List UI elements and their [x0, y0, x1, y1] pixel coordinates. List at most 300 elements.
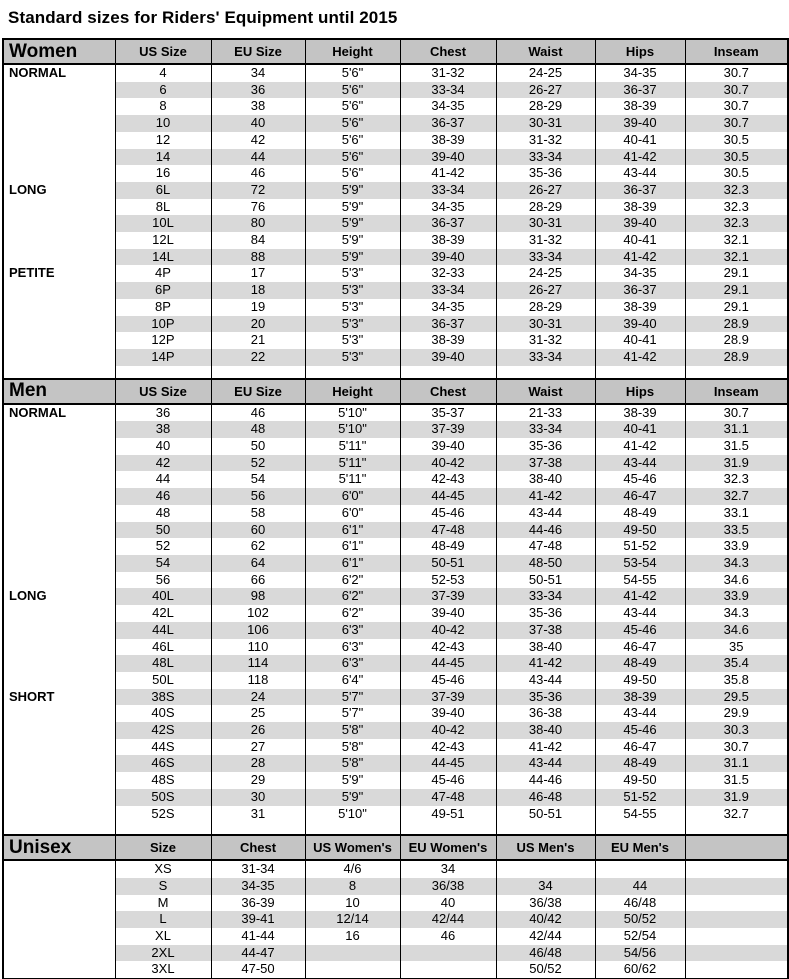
size-cell: 5'9"	[305, 215, 400, 232]
size-cell: 3XL	[115, 961, 211, 979]
size-cell: 35-36	[496, 438, 595, 455]
size-cell: 31-32	[496, 132, 595, 149]
size-cell: 36-38	[496, 705, 595, 722]
group-label	[3, 911, 115, 928]
size-cell: 29.1	[685, 265, 788, 282]
size-cell: 35-37	[400, 404, 496, 422]
column-header: Size	[115, 835, 211, 860]
size-cell: 40	[115, 438, 211, 455]
size-cell: 6'1"	[305, 555, 400, 572]
table-row	[3, 98, 788, 115]
size-cell: 35	[685, 639, 788, 656]
size-cell: 39-40	[400, 249, 496, 266]
size-cell: 42/44	[400, 911, 496, 928]
size-cell: 49-51	[400, 806, 496, 823]
size-cell: 33-34	[400, 182, 496, 199]
size-cell: S	[115, 878, 211, 895]
group-label	[3, 349, 115, 366]
size-cell: 56	[115, 572, 211, 589]
size-cell: 14L	[115, 249, 211, 266]
size-cell: 35-36	[496, 165, 595, 182]
size-cell: 35.4	[685, 655, 788, 672]
group-label	[3, 282, 115, 299]
size-cell: 5'3"	[305, 349, 400, 366]
size-cell: 45-46	[400, 772, 496, 789]
size-cell: 43-44	[496, 755, 595, 772]
column-header: US Women's	[305, 835, 400, 860]
size-cell: 6	[115, 82, 211, 99]
size-cell: 48-49	[595, 655, 685, 672]
column-header: US Size	[115, 379, 211, 404]
size-cell: 14P	[115, 349, 211, 366]
table-row	[3, 655, 788, 672]
size-cell: 30.5	[685, 165, 788, 182]
size-cell: 50/52	[496, 961, 595, 979]
size-cell: 33.9	[685, 538, 788, 555]
table-row	[3, 282, 788, 299]
spacer-cell	[115, 366, 211, 379]
size-cell: 43-44	[595, 165, 685, 182]
size-cell: 47-48	[400, 789, 496, 806]
spacer-cell	[3, 822, 115, 835]
size-cell	[685, 878, 788, 895]
size-cell: 10	[115, 115, 211, 132]
size-cell: XL	[115, 928, 211, 945]
group-label	[3, 928, 115, 945]
size-cell: 40-41	[595, 421, 685, 438]
table-row	[3, 182, 788, 199]
size-cell: 31	[211, 806, 305, 823]
group-label	[3, 149, 115, 166]
size-cell: 40L	[115, 588, 211, 605]
size-cell	[685, 928, 788, 945]
size-cell: 30.7	[685, 404, 788, 422]
size-cell: 28-29	[496, 98, 595, 115]
spacer-cell	[595, 822, 685, 835]
size-cell: 50L	[115, 672, 211, 689]
size-cell: 5'10"	[305, 421, 400, 438]
size-cell: 29.9	[685, 705, 788, 722]
group-label	[3, 199, 115, 216]
size-cell: 41-42	[595, 438, 685, 455]
size-cell: 47-50	[211, 961, 305, 979]
size-cell: 6'3"	[305, 639, 400, 656]
size-cell: 10	[305, 895, 400, 912]
size-cell: 44L	[115, 622, 211, 639]
size-cell: 50	[211, 438, 305, 455]
group-label	[3, 232, 115, 249]
size-cell: 30.7	[685, 115, 788, 132]
group-label	[3, 115, 115, 132]
size-cell: 33-34	[496, 421, 595, 438]
table-row	[3, 672, 788, 689]
size-cell: 36-37	[400, 215, 496, 232]
size-cell: 35-36	[496, 605, 595, 622]
table-row	[3, 349, 788, 366]
size-cell: 38	[115, 421, 211, 438]
size-cell: 34-35	[595, 64, 685, 82]
size-cell: XS	[115, 860, 211, 878]
size-cell: 39-40	[595, 115, 685, 132]
size-cell: 26-27	[496, 282, 595, 299]
size-cell: 5'8"	[305, 755, 400, 772]
group-label	[3, 639, 115, 656]
size-cell: 46	[115, 488, 211, 505]
size-cell: 33.1	[685, 505, 788, 522]
table-row	[3, 789, 788, 806]
size-cell: 31.9	[685, 789, 788, 806]
column-header: Hips	[595, 39, 685, 64]
size-cell: 12P	[115, 332, 211, 349]
size-cell: 28.9	[685, 349, 788, 366]
size-cell: 34	[400, 860, 496, 878]
size-cell: 31.5	[685, 772, 788, 789]
size-cell: 43-44	[496, 505, 595, 522]
size-cell: 32.1	[685, 232, 788, 249]
group-label	[3, 538, 115, 555]
size-cell: 30	[211, 789, 305, 806]
table-row	[3, 605, 788, 622]
size-cell: 80	[211, 215, 305, 232]
size-cell: 118	[211, 672, 305, 689]
size-cell: 41-42	[595, 588, 685, 605]
size-cell: 38S	[115, 689, 211, 706]
section-title: Unisex	[3, 835, 115, 860]
table-row	[3, 82, 788, 99]
size-cell: 19	[211, 299, 305, 316]
size-cell: 40S	[115, 705, 211, 722]
size-cell: 46/48	[595, 895, 685, 912]
group-label	[3, 471, 115, 488]
size-cell: 36-39	[211, 895, 305, 912]
size-cell: 44-45	[400, 488, 496, 505]
size-cell: 46	[400, 928, 496, 945]
size-cell: 33-34	[400, 282, 496, 299]
size-cell: 64	[211, 555, 305, 572]
size-cell: 5'9"	[305, 182, 400, 199]
size-cell: 34	[211, 64, 305, 82]
size-cell	[496, 860, 595, 878]
size-cell: 14	[115, 149, 211, 166]
size-cell: 37-38	[496, 622, 595, 639]
size-cell: 46-47	[595, 739, 685, 756]
size-cell: 40-41	[595, 332, 685, 349]
size-cell	[685, 895, 788, 912]
spacer-cell	[400, 822, 496, 835]
size-cell: 41-42	[496, 488, 595, 505]
size-cell: 6'3"	[305, 655, 400, 672]
table-row	[3, 689, 788, 706]
size-cell: 38-39	[400, 232, 496, 249]
size-cell: 36-37	[400, 115, 496, 132]
group-label	[3, 132, 115, 149]
size-cell: 37-38	[496, 455, 595, 472]
group-label	[3, 806, 115, 823]
size-cell: 30.7	[685, 739, 788, 756]
size-cell: 5'7"	[305, 689, 400, 706]
spacer-cell	[685, 366, 788, 379]
size-cell: 31-32	[400, 64, 496, 82]
size-cell: 50-51	[496, 572, 595, 589]
size-cell: 5'3"	[305, 265, 400, 282]
size-cell: 38-39	[595, 404, 685, 422]
size-cell: 72	[211, 182, 305, 199]
table-row	[3, 555, 788, 572]
column-header: US Size	[115, 39, 211, 64]
size-cell: 5'11"	[305, 438, 400, 455]
size-cell: 6'2"	[305, 605, 400, 622]
section-spacer-row	[3, 366, 788, 379]
size-cell: 4	[115, 64, 211, 82]
size-cell: 5'11"	[305, 455, 400, 472]
column-header: Chest	[400, 379, 496, 404]
size-cell: 36	[115, 404, 211, 422]
size-cell: 56	[211, 488, 305, 505]
size-cell	[685, 961, 788, 979]
size-cell: 32.3	[685, 471, 788, 488]
group-label: NORMAL	[3, 64, 115, 82]
size-cell: 45-46	[595, 722, 685, 739]
size-cell: 45-46	[400, 505, 496, 522]
size-cell: 22	[211, 349, 305, 366]
size-cell: 44	[595, 878, 685, 895]
size-cell: 98	[211, 588, 305, 605]
table-row	[3, 215, 788, 232]
size-cell: 34	[496, 878, 595, 895]
size-cell: 39-40	[595, 215, 685, 232]
table-row	[3, 421, 788, 438]
spacer-cell	[400, 366, 496, 379]
size-cell: 46-47	[595, 639, 685, 656]
size-cell: 28.9	[685, 316, 788, 333]
column-header: Chest	[211, 835, 305, 860]
size-cell: 17	[211, 265, 305, 282]
table-row	[3, 572, 788, 589]
size-cell: 31.5	[685, 438, 788, 455]
size-cell: 6'1"	[305, 538, 400, 555]
group-label	[3, 299, 115, 316]
group-label	[3, 961, 115, 979]
group-label	[3, 655, 115, 672]
table-row	[3, 132, 788, 149]
size-cell: 5'6"	[305, 98, 400, 115]
size-cell: 50S	[115, 789, 211, 806]
size-cell	[685, 945, 788, 962]
size-cell: 5'6"	[305, 115, 400, 132]
size-cell: 30.7	[685, 64, 788, 82]
table-row	[3, 945, 788, 962]
table-row	[3, 639, 788, 656]
size-cell: 49-50	[595, 772, 685, 789]
size-cell: 26-27	[496, 82, 595, 99]
size-cell: 31-34	[211, 860, 305, 878]
group-label	[3, 522, 115, 539]
table-row	[3, 961, 788, 979]
size-cell: 12L	[115, 232, 211, 249]
size-cell: 46L	[115, 639, 211, 656]
column-header: Chest	[400, 39, 496, 64]
group-label	[3, 332, 115, 349]
size-cell: 33-34	[496, 349, 595, 366]
size-cell: 37-39	[400, 421, 496, 438]
size-cell: 33-34	[496, 149, 595, 166]
table-row	[3, 64, 788, 82]
table-row	[3, 588, 788, 605]
size-cell: 5'9"	[305, 249, 400, 266]
table-row	[3, 538, 788, 555]
size-cell: 5'9"	[305, 772, 400, 789]
size-cell: 39-41	[211, 911, 305, 928]
size-cell: 45-46	[400, 672, 496, 689]
size-cell: 42	[115, 455, 211, 472]
size-cell: 45-46	[595, 471, 685, 488]
size-cell: 5'9"	[305, 199, 400, 216]
size-cell: 6'0"	[305, 488, 400, 505]
size-cell: 26	[211, 722, 305, 739]
size-cell: 48	[211, 421, 305, 438]
size-cell: 48-49	[400, 538, 496, 555]
size-cell: 42	[211, 132, 305, 149]
size-cell: 5'8"	[305, 722, 400, 739]
size-cell: 39-40	[400, 149, 496, 166]
size-cell: 39-40	[400, 438, 496, 455]
size-cell: 8	[305, 878, 400, 895]
size-cell: 38-40	[496, 722, 595, 739]
size-cell: 36-37	[595, 282, 685, 299]
group-label	[3, 622, 115, 639]
size-cell: 40-42	[400, 455, 496, 472]
column-header: EU Men's	[595, 835, 685, 860]
size-cell: 30-31	[496, 115, 595, 132]
size-cell: 40-41	[595, 132, 685, 149]
size-cell: 5'11"	[305, 471, 400, 488]
size-cell: L	[115, 911, 211, 928]
table-row	[3, 806, 788, 823]
size-cell: 34-35	[595, 265, 685, 282]
size-cell: 6'4"	[305, 672, 400, 689]
size-cell: 50-51	[496, 806, 595, 823]
size-cell: 53-54	[595, 555, 685, 572]
group-label	[3, 455, 115, 472]
table-row	[3, 149, 788, 166]
size-cell	[400, 961, 496, 979]
size-cell: 62	[211, 538, 305, 555]
size-cell	[595, 860, 685, 878]
size-cell: 38-40	[496, 639, 595, 656]
size-cell: 52/54	[595, 928, 685, 945]
column-header	[685, 835, 788, 860]
size-cell: 5'7"	[305, 705, 400, 722]
size-cell: 24	[211, 689, 305, 706]
size-cell: 44	[211, 149, 305, 166]
size-cell: 36-37	[400, 316, 496, 333]
size-cell: 46/48	[496, 945, 595, 962]
table-row	[3, 332, 788, 349]
size-cell: 34-35	[211, 878, 305, 895]
size-cell: 40-42	[400, 722, 496, 739]
group-label: LONG	[3, 588, 115, 605]
table-row	[3, 199, 788, 216]
table-row	[3, 705, 788, 722]
size-cell: 6P	[115, 282, 211, 299]
column-header: EU Size	[211, 39, 305, 64]
table-row	[3, 505, 788, 522]
size-cell: 32.7	[685, 488, 788, 505]
size-cell: 34-35	[400, 199, 496, 216]
size-cell: 42-43	[400, 739, 496, 756]
size-cell: 46	[211, 165, 305, 182]
table-row	[3, 895, 788, 912]
size-cell: 38-39	[595, 689, 685, 706]
size-cell: 38-39	[595, 199, 685, 216]
column-header: US Men's	[496, 835, 595, 860]
size-cell: 30.5	[685, 149, 788, 166]
size-cell: 5'3"	[305, 316, 400, 333]
size-cell: 102	[211, 605, 305, 622]
size-cell: 32.3	[685, 199, 788, 216]
size-cell: 38-39	[400, 132, 496, 149]
size-cell: 4/6	[305, 860, 400, 878]
size-cell: 76	[211, 199, 305, 216]
size-cell: 48S	[115, 772, 211, 789]
spacer-cell	[211, 366, 305, 379]
size-cell: 5'3"	[305, 282, 400, 299]
size-cell: 39-40	[595, 316, 685, 333]
size-cell: 33-34	[400, 82, 496, 99]
size-cell: 41-42	[595, 349, 685, 366]
group-label	[3, 878, 115, 895]
group-label	[3, 555, 115, 572]
size-cell: 50-51	[400, 555, 496, 572]
table-row	[3, 471, 788, 488]
group-label	[3, 705, 115, 722]
size-cell: 36	[211, 82, 305, 99]
table-row	[3, 722, 788, 739]
size-cell: 8	[115, 98, 211, 115]
table-row	[3, 860, 788, 878]
size-cell	[685, 860, 788, 878]
size-cell: 6'2"	[305, 588, 400, 605]
size-cell: 6'2"	[305, 572, 400, 589]
size-cell: 6L	[115, 182, 211, 199]
size-cell: 47-48	[400, 522, 496, 539]
size-cell: M	[115, 895, 211, 912]
size-cell: 34-35	[400, 299, 496, 316]
size-cell: 5'6"	[305, 82, 400, 99]
size-cell: 60/62	[595, 961, 685, 979]
spacer-cell	[305, 822, 400, 835]
size-cell: 5'6"	[305, 64, 400, 82]
size-cell: 48-49	[595, 755, 685, 772]
size-cell: 21-33	[496, 404, 595, 422]
size-cell: 44	[115, 471, 211, 488]
section-header-row	[3, 835, 788, 860]
size-cell	[685, 911, 788, 928]
size-cell: 44S	[115, 739, 211, 756]
group-label	[3, 672, 115, 689]
size-cell: 38-39	[400, 332, 496, 349]
size-cell: 28-29	[496, 299, 595, 316]
size-cell: 40-42	[400, 622, 496, 639]
group-label	[3, 605, 115, 622]
group-label: PETITE	[3, 265, 115, 282]
spacer-cell	[305, 366, 400, 379]
size-cell: 36-37	[595, 82, 685, 99]
size-cell: 12	[115, 132, 211, 149]
size-cell: 51-52	[595, 538, 685, 555]
size-cell: 29.1	[685, 299, 788, 316]
size-cell: 48-50	[496, 555, 595, 572]
